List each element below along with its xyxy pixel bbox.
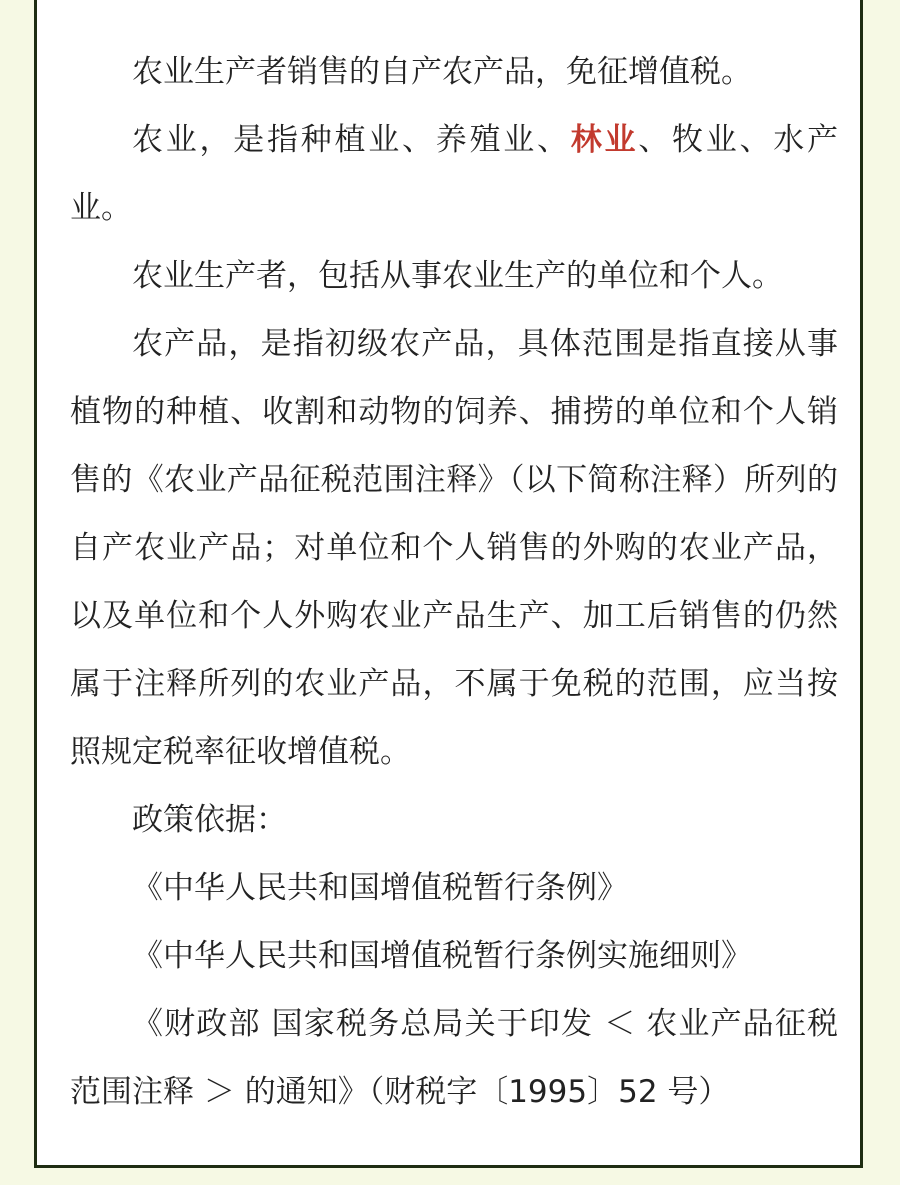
agriculture-definition-text: 农业，是指种植业、养殖业、 — [132, 122, 571, 158]
policy-reference-2: 《中华人民共和国增值税暂行条例实施细则》 — [132, 938, 752, 974]
policy-reference-3: 《财政部 国家税务总局关于印发 ＜ 农业产品征税范围注释 ＞ 的通知》（财税字〔1995〕52 号） — [70, 1006, 838, 1110]
policy-basis-heading: 政策依据： — [132, 802, 287, 838]
paragraph-producer-definition: 农业生产者，包括从事农业生产的单位和个人。 — [132, 258, 783, 294]
policy-reference-1: 《中华人民共和国增值税暂行条例》 — [132, 870, 628, 906]
paragraph-vat-exemption: 农业生产者销售的自产农产品，免征增值税。 — [132, 54, 752, 90]
paragraph-product-definition: 农产品，是指初级农产品，具体范围是指直接从事植物的种植、收割和动物的饲养、捕捞的单位和个人销售的《农业产品征税范围注释》（以下简称注释）所列的自产农业产品；对单位和个人销售的外购的农业产品，以及单位和个人外购农业产品生产、加工后销售的仍然属于注释所列的农业产品，不属于免税的范围，应当按照规定税率征收增值税。 — [70, 326, 838, 770]
paragraph-agriculture-definition — [70, 106, 838, 242]
highlighted-forestry: 林业 — [570, 122, 639, 158]
document-body — [70, 38, 838, 1126]
agriculture-definition-tail: 、牧业、水产业。 — [70, 122, 838, 226]
